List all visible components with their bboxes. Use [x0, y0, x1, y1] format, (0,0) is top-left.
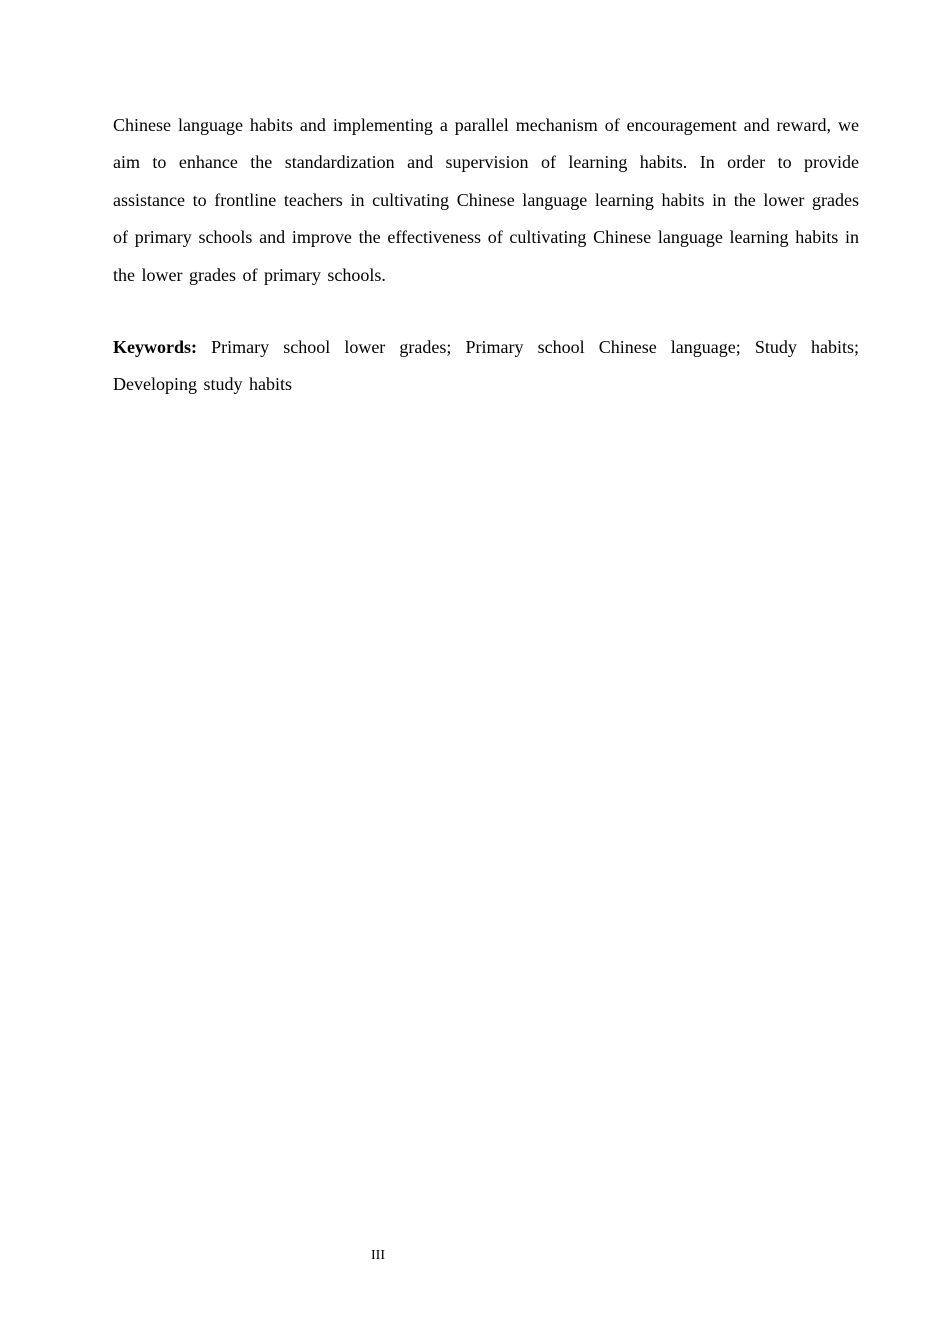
- keywords-label: Keywords:: [113, 337, 197, 358]
- keywords-text: Primary school lower grades; Primary school Chinese language; Study habits; Developing study habits: [113, 337, 859, 395]
- keywords-paragraph: [113, 329, 859, 404]
- abstract-content: [113, 107, 859, 404]
- abstract-paragraph: Chinese language habits and implementing a parallel mechanism of encouragement and reward, we aim to enhance the standardization and supervision of learning habits. In order to provide assistance to frontline teachers in cultivating Chinese language learning habits in the lower grades of primary schools and improve the effectiveness of cultivating Chinese language learning habits in the lower grades of primary schools.: [113, 115, 859, 285]
- page-number: III: [371, 1248, 385, 1263]
